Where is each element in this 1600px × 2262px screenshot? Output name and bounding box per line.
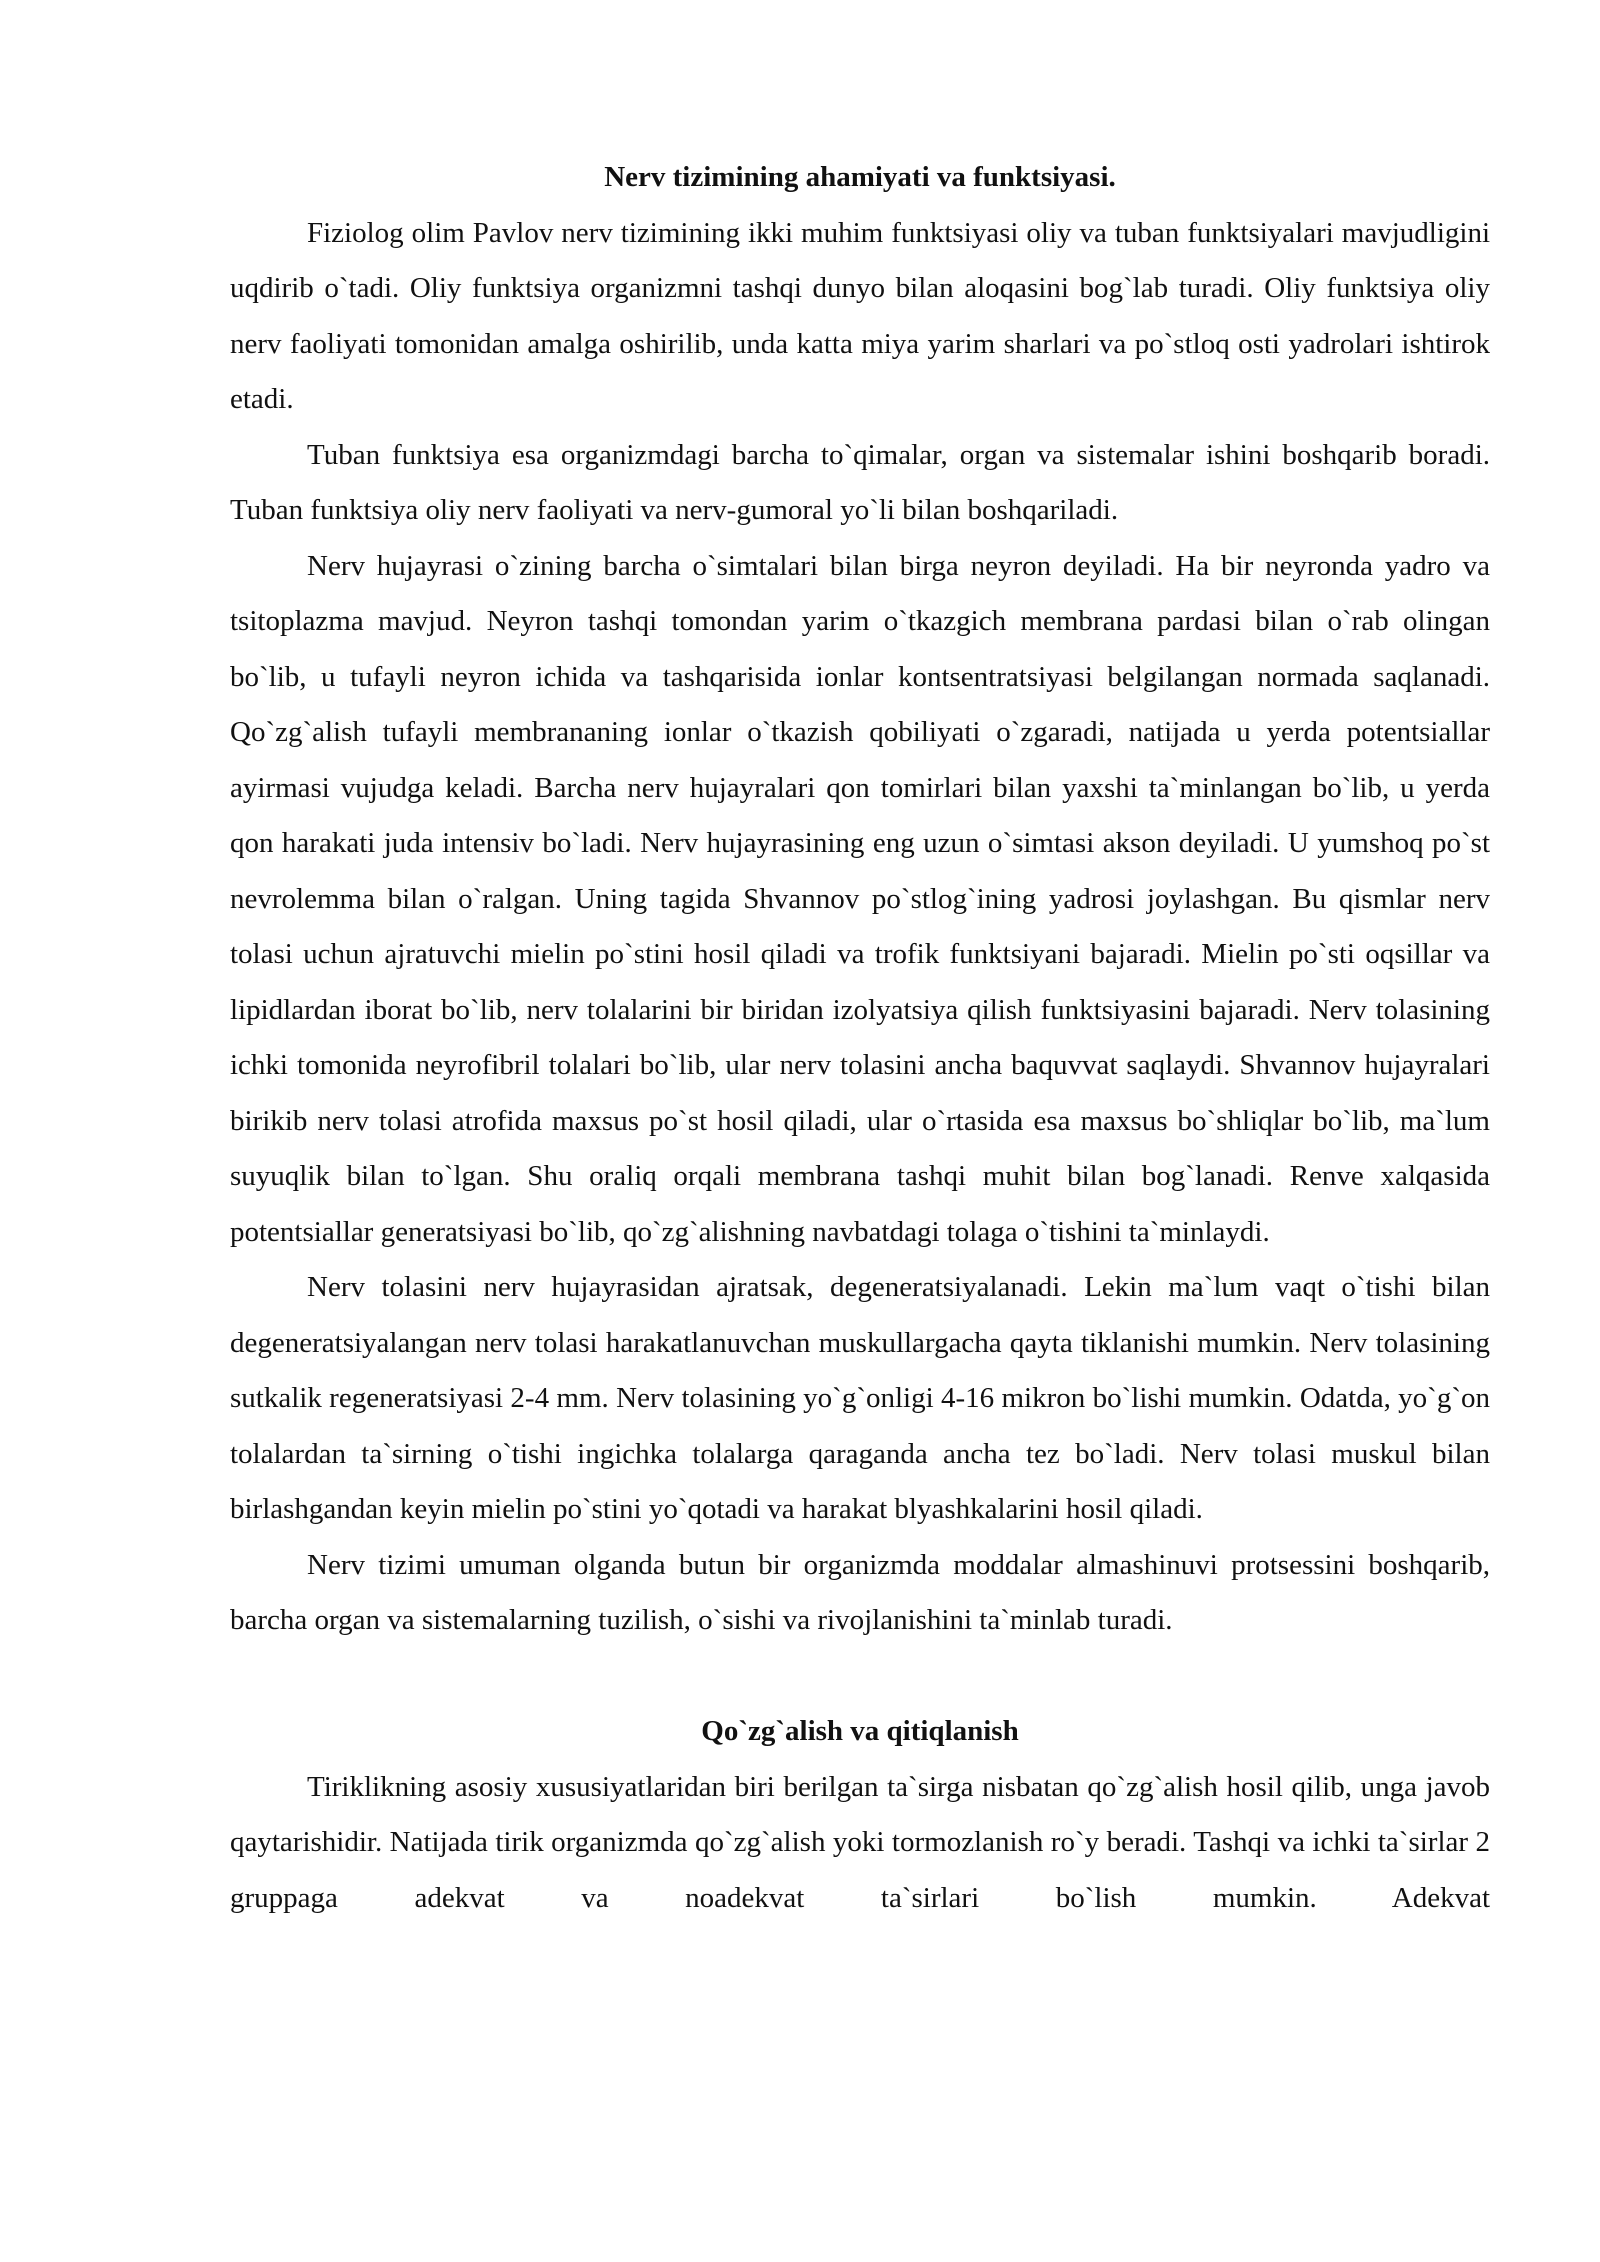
paragraph: Tuban funktsiya esa organizmdagi barcha to`qimalar, organ va sistemalar ishini boshqarib boradi. Tuban funktsiya oliy nerv faoliyati va nerv-gumoral yo`li bilan boshqariladi. [230, 438, 1490, 526]
paragraph: Fiziolog olim Pavlov nerv tizimining ikki muhim funktsiyasi oliy va tuban funktsiyalari mavjudligini uqdirib o`tadi. Oliy funktsiya organizmni tashqi dunyo bilan aloqasini bog`lab turadi. Oliy funktsiya oliy nerv faoliyati tomonidan amalga oshirilib, unda katta miya yarim sharlari va po`stloq osti yadrolari ishtirok etadi. [230, 216, 1490, 415]
paragraph: Nerv tolasini nerv hujayrasidan ajratsak, degeneratsiyalanadi. Lekin ma`lum vaqt o`tishi bilan degeneratsiyalangan nerv tolasi harakatlanuvchan muskullargacha qayta tiklanishi mumkin. Nerv tolasining sutkalik regeneratsiyasi 2-4 mm. Nerv tolasining yo`g`onligi 4-16 mikron bo`lishi mumkin. Odatda, yo`g`on tolalardan ta`sirning o`tishi ingichka tolalarga qaraganda ancha tez bo`ladi. Nerv tolasi muskul bilan birlashgandan keyin mielin po`stini yo`qotadi va harakat blyashkalarini hosil qiladi. [230, 1271, 1490, 1525]
section-heading: Qo`zg`alish va qitiqlanish [701, 1715, 1019, 1747]
paragraph: Tiriklikning asosiy xususiyatlaridan biri berilgan ta`sirga nisbatan qo`zg`alish hosil qilib, unga javob qaytarishidir. Natijada tirik organizmda qo`zg`alish yoki tormozlanish ro`y beradi. Tashqi va ichki ta`sirlar 2 gruppaga adekvat va noadekvat ta`sirlari bo`lish mumkin. Adekvat [230, 1770, 1490, 1914]
paragraph: Nerv tizimi umuman olganda butun bir organizmda moddalar almashinuvi protsessini boshqarib, barcha organ va sistemalarning tuzilish, o`sishi va rivojlanishini ta`minlab turadi. [230, 1548, 1490, 1636]
paragraph: Nerv hujayrasi o`zining barcha o`simtalari bilan birga neyron deyiladi. Ha bir neyronda yadro va tsitoplazma mavjud. Neyron tashqi tomondan yarim o`tkazgich membrana pardasi bilan o`rab olingan bo`lib, u tufayli neyron ichida va tashqarisida ionlar kontsentratsiyasi belgilangan normada saqlanadi. Qo`zg`alish tufayli membrananing ionlar o`tkazish qobiliyati o`zgaradi, natijada u yerda potentsiallar ayirmasi vujudga keladi. Barcha nerv hujayralari qon tomirlari bilan yaxshi ta`minlangan bo`lib, u yerda qon harakati juda intensiv bo`ladi. Nerv hujayrasining eng uzun o`simtasi akson deyiladi. U yumshoq po`st nevrolemma bilan o`ralgan. Uning tagida Shvannov po`stlog`ining yadrosi joylashgan. Bu qismlar nerv tolasi uchun ajratuvchi mielin po`stini hosil qiladi va trofik funktsiyani bajaradi. Mielin po`sti oqsillar va lipidlardan iborat bo`lib, nerv tolalarini bir biridan izolyatsiya qilish funktsiyasini bajaradi. Nerv tolasining ichki tomonida neyrofibril tolalari bo`lib, ular nerv tolasini ancha baquvvat saqlaydi. Shvannov hujayralari birikib nerv tolasi atrofida maxsus po`st hosil qiladi, ular o`rtasida esa maxsus bo`shliqlar bo`lib, ma`lum suyuqlik bilan to`lgan. Shu oraliq orqali membrana tashqi muhit bilan bog`lanadi. Renve xalqasida potentsiallar generatsiyasi bo`lib, qo`zg`alishning navbatdagi tolaga o`tishini ta`minlaydi. [230, 549, 1490, 1248]
document-page [230, 150, 1490, 1926]
section-spacer [230, 1649, 1490, 1705]
section-heading: Nerv tizimining ahamiyati va funktsiyasi. [604, 161, 1116, 193]
